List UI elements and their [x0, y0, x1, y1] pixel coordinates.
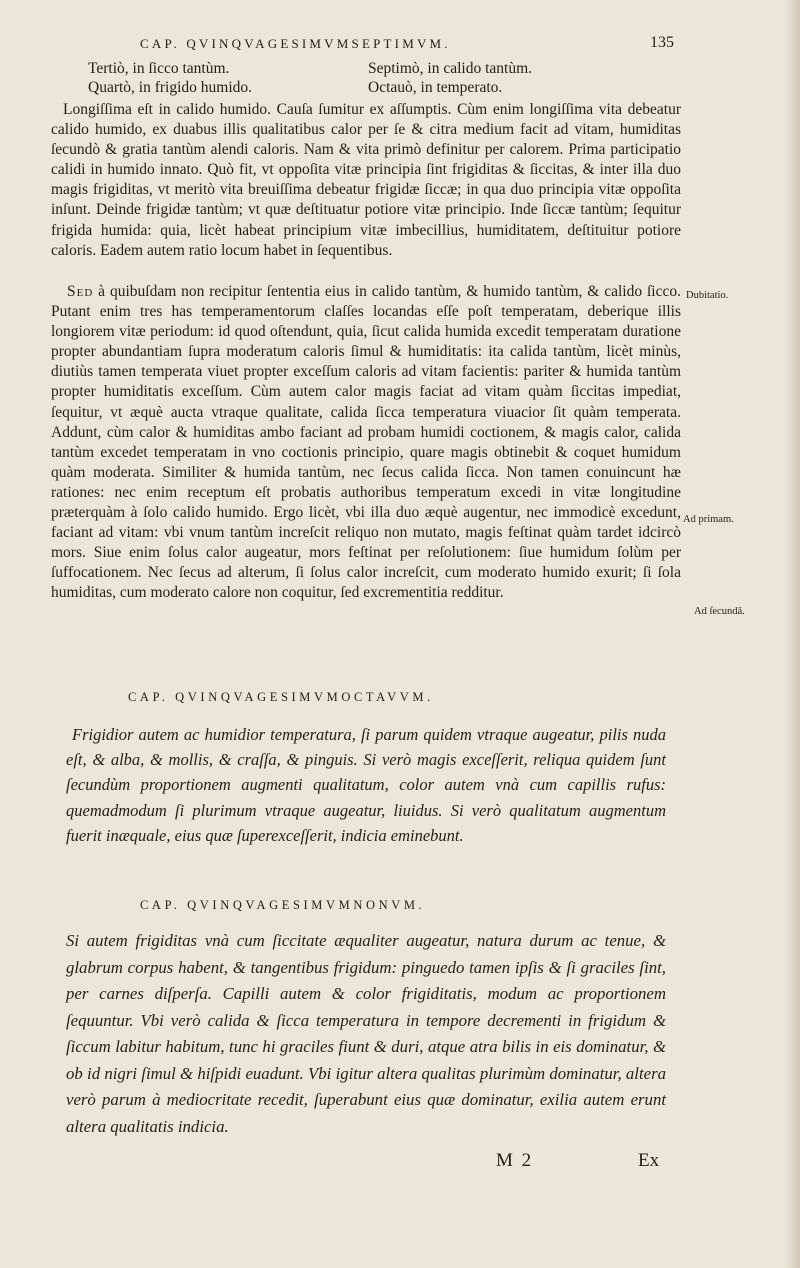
chapter-59-heading: CAP. QVINQVAGESIMVMNONVM.: [140, 898, 426, 912]
paragraph-2-lead: Sed: [67, 283, 94, 300]
intro-list: [88, 60, 648, 98]
margin-note-ad-secundam: Ad ſecundā.: [694, 606, 745, 617]
chapter-58-heading: CAP. QVINQVAGESIMVMOCTAVVM.: [128, 690, 434, 704]
intro-line: [88, 79, 648, 98]
intro-line: [88, 60, 648, 79]
chapter-59-text-block: [66, 928, 666, 1140]
margin-note-ad-primam: Ad primam.: [683, 514, 734, 525]
running-head: [0, 36, 800, 58]
paragraph-2-text: à quibuſdam non recipitur ſententia eius in calido tantùm, & humido tantùm, & calido ſicco. Putant enim tres has temperamentorum claſſes locandas eſſe poſt temperatam, deberique illis longiorem vitæ periodum: id quod oſtendunt, quia, ſicut calida humida excedit temperatam duratione propter abundantiam ſupra moderatum caloris ſimul & humiditatis: ita calida tantùm, licèt minùs, diutiùs tamen temperata viuet propter exceſſum caloris ad vitam facientis: pariter & humida tantùm propter humiditatis exceſſum. Cùm autem calor magis faciat ad vitam quàm ſiccitas impediat, ſequitur, vt æquè aucta vtraque qualitate, calida ſicca temperatura viuacior ſit quàm temperata. Addunt, cùm calor & humiditas ambo faciant ad probam humidi coctionem, & magis calor, calida tantùm excedet temperatam in vno coctionis principio, quare magis obtinebit & coquet humidum quàm moderata. Similiter & humida tantùm, nec ſecus calida ſicca. Non tamen conuincunt hæ rationes: nec enim receptum eſt probatis authoribus temperatum excedi in vitæ longitudine præterquàm à ſolo calido humido. Ergo licèt, vbi illa duo æquè augentur, nec immodicè excedunt, faciant ad vitam: vbi vnum tantùm increſcit reliquo non mutato, magis feſtinat quàm tardet idcircò mors. Siue enim ſolus calor augeatur, mors feſtinat per reſolutionem: ſiue humidum ſolùm per ſuffocationem. Nec ſecus ad alterum, ſi ſolus calor increſcit, cum moderato humido exurit; ſi ſola humiditas, cum moderato calore non coquitur, ſed excrementitia redditur.: [51, 283, 681, 602]
intro-right: Septimò, in calido tantùm.: [368, 60, 533, 77]
paragraph-2-body: [51, 282, 681, 604]
intro-left: Tertiò, in ſicco tantùm.: [88, 60, 230, 77]
intro-right: Octauò, in temperato.: [368, 79, 503, 96]
chapter-59-text: Si autem frigiditas vnà cum ſiccitate æqualiter augeatur, natura durum ac tenue, & glabrum corpus habent, & tangentibus frigidum: pinguedo tamen ipſis & ſi graciles ſint, per carnes diſperſa. Capilli autem & color frigiditatis, modum ac proportionem ſequuntur. Vbi verò calida & ſicca temperatura in tempore decrementi in frigidum & ſiccum labitur habitum, tunc hi graciles fiunt & duri, atque atra bilis in eis dominatur, & ob id nigri ſimul & hiſpidi euadunt. Vbi igitur altera qualitas plurimùm dominatur, altera verò parum à mediocritate recedit, ſuperabunt eius quæ dominatur, exilia autem erunt altera qualitatis indicia.: [66, 931, 666, 1136]
signature-mark: M 2: [496, 1150, 534, 1171]
margin-note-dubitatio: Dubitatio.: [686, 290, 729, 301]
chapter-58-text-block: [66, 722, 666, 848]
running-head-title: CAP. QVINQVAGESIMVMSEPTIMVM.: [140, 36, 451, 51]
paragraph-2: [51, 282, 681, 604]
chapter-58-text: Frigidior autem ac humidior temperatura, ſi parum quidem vtraque augeatur, pilis nuda eſt, & alba, & mollis, & craſſa, & pinguis. Si verò magis exceſſerit, reliqua quidem ſunt ſecundùm proportionem augmenti qualitatum, color autem vnà cum capillis rufus: quemadmodum ſi plurimum vtraque augeatur, liuidus. Si verò qualitatum augmentum fuerit inæquale, eius quæ ſuperexceſſerit, indicia eminebunt.: [66, 725, 666, 845]
page-number: 135: [650, 34, 674, 51]
paragraph-1: [51, 100, 681, 261]
page-edge-shadow: [786, 0, 800, 1268]
paragraph-1-text: Longiſſima eſt in calido humido. Cauſa ſumitur ex aſſumptis. Cùm enim longiſſima vita debeatur calido humido, ex duabus illis qualitatibus calor per ſe & citra medium facit ad vitam, humiditas ſecundò & gratia tantùm alendi caloris. Nam & vita primò definitur per calorem. Prima participatio calidi in humido innato. Quò fit, vt oppoſita vitæ principia ſint frigiditas & ſiccitas, & inter illa duo magis frigiditas, vt meritò vita breuiſſima debeatur frigidæ ſiccæ; in qua duo principia vitæ oppoſita inſunt. Deinde frigidæ tantùm; vt quæ deſtituatur potiore vitæ principio. Inde ſiccæ tantùm; ſequitur frigida humida: quia, licèt habeat principium vitæ imbecillius, humiditatem, deſtituitur potiore caloris. Eadem autem ratio locum habet in ſequentibus.: [51, 101, 681, 259]
catchword: Ex: [638, 1150, 660, 1171]
intro-left: Quartò, in frigido humido.: [88, 79, 253, 96]
